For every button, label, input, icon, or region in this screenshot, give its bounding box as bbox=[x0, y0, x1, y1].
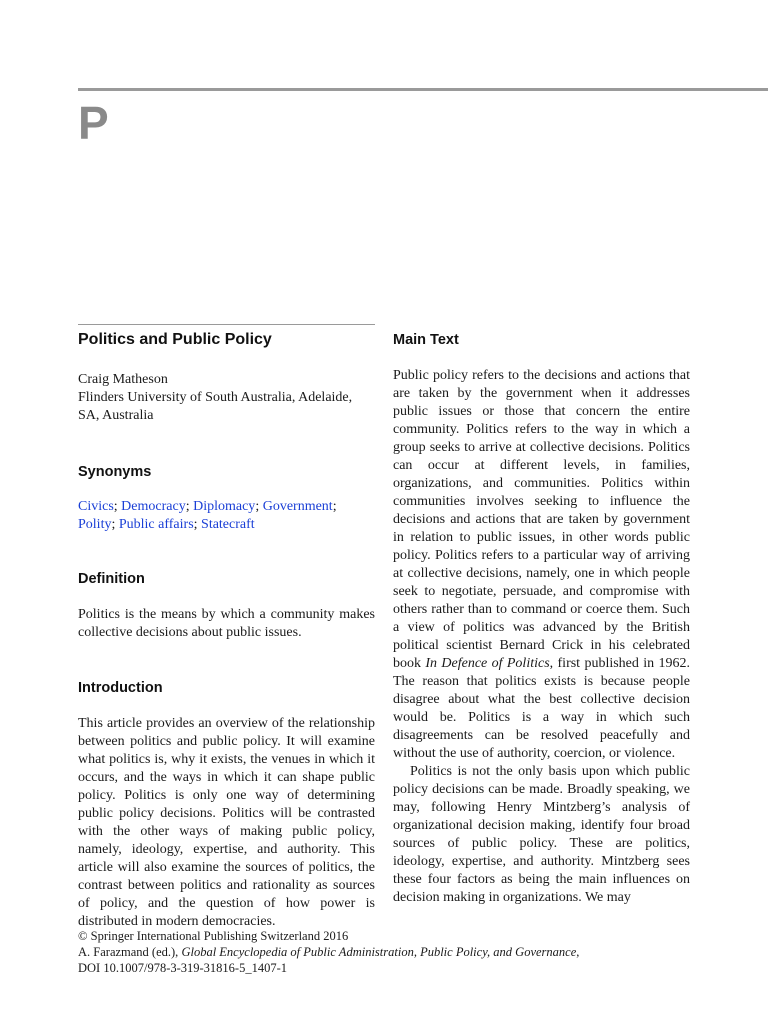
definition-heading: Definition bbox=[78, 571, 145, 587]
main-p1-text-b: , first published in 1962. The reason that politics exists is because people disagree about what the best collective decision would be. Politics is a way in which such disagreements can be resolved peacefully and without the use of authority, coercion, or violence. bbox=[393, 656, 690, 761]
citation-suffix: , bbox=[576, 945, 580, 959]
citation-line bbox=[78, 944, 698, 960]
main-text-paragraph-2: Politics is not the only basis upon which public policy decisions can be made. Broadly speaking, we may, following Henry Mintzberg’s analysis of organizational decision making, identify four broad sources of public policy. These are politics, ideology, expertise, and authority. Mintzberg sees these four factors as being the main influences on decision making in organizations. We may bbox=[393, 764, 690, 905]
copyright-line: © Springer International Publishing Switzerland 2016 bbox=[78, 929, 349, 943]
footer bbox=[78, 928, 698, 976]
encyclopedia-title: Global Encyclopedia of Public Administration, Public Policy, and Governance bbox=[181, 945, 577, 959]
main-text-paragraph-1 bbox=[393, 367, 690, 763]
synonym-link-diplomacy[interactable]: Diplomacy bbox=[193, 499, 256, 514]
introduction-text: This article provides an overview of the relationship between politics and public policy. It will examine what politics is, why it exists, the venues in which it occurs, and the ways in which it can shape public policy. Politics is only one way of determining public policy decisions. Politics will be contrasted with the other ways of making public policy, namely, ideology, expertise, and authority. This article will also examine the sources of politics, the contrast between politics and rationality as sources of policy, and the question of how power is distributed in modern democracies. bbox=[78, 716, 375, 929]
book-title: In Defence of Politics bbox=[425, 656, 550, 671]
synonym-link-statecraft[interactable]: Statecraft bbox=[201, 517, 255, 532]
top-rule bbox=[78, 88, 768, 91]
synonyms-heading: Synonyms bbox=[78, 464, 152, 480]
main-text-heading: Main Text bbox=[393, 332, 459, 348]
definition-text: Politics is the means by which a community makes collective decisions about public issues. bbox=[78, 607, 375, 640]
synonyms-list: Civics; Democracy; Diplomacy; Government; Polity; Public affairs; Statecraft bbox=[78, 499, 337, 532]
author-block bbox=[78, 371, 375, 425]
citation-prefix: A. Farazmand (ed.), bbox=[78, 945, 182, 959]
right-column bbox=[393, 330, 690, 907]
author-name: Craig Matheson bbox=[78, 372, 168, 387]
main-p1-text-a: Public policy refers to the decisions and actions that are taken by the government when it addresses public issues or those that concern the entire community. Politics refers to the way in which a group seeks to arrive at collective decisions. Politics can occur at different levels, in families, organizations, and communities. Politics within communities involves seeking to influence the decisions and actions that are taken by government in relation to public issues, in other words public policy. Politics refers to a particular way of arriving at collective decisions, namely, one in which people seek to negotiate, persuade, and compromise with others rather than to command or coerce them. Such a view of politics was advanced by the British political scientist Bernard Crick in his celebrated book bbox=[393, 368, 690, 671]
synonym-link-public-affairs[interactable]: Public affairs bbox=[118, 517, 194, 532]
section-letter: P bbox=[78, 97, 109, 149]
introduction-heading: Introduction bbox=[78, 680, 163, 696]
article-title: Politics and Public Policy bbox=[78, 331, 272, 348]
author-affiliation: Flinders University of South Australia, Adelaide, SA, Australia bbox=[78, 390, 353, 423]
left-column bbox=[78, 330, 375, 931]
title-rule bbox=[78, 324, 375, 325]
doi-line: DOI 10.1007/978-3-319-31816-5_1407-1 bbox=[78, 961, 288, 975]
synonym-link-government[interactable]: Government bbox=[262, 499, 333, 514]
synonym-link-civics[interactable]: Civics bbox=[78, 499, 114, 514]
synonym-link-democracy[interactable]: Democracy bbox=[121, 499, 186, 514]
synonym-link-polity[interactable]: Polity bbox=[78, 517, 112, 532]
